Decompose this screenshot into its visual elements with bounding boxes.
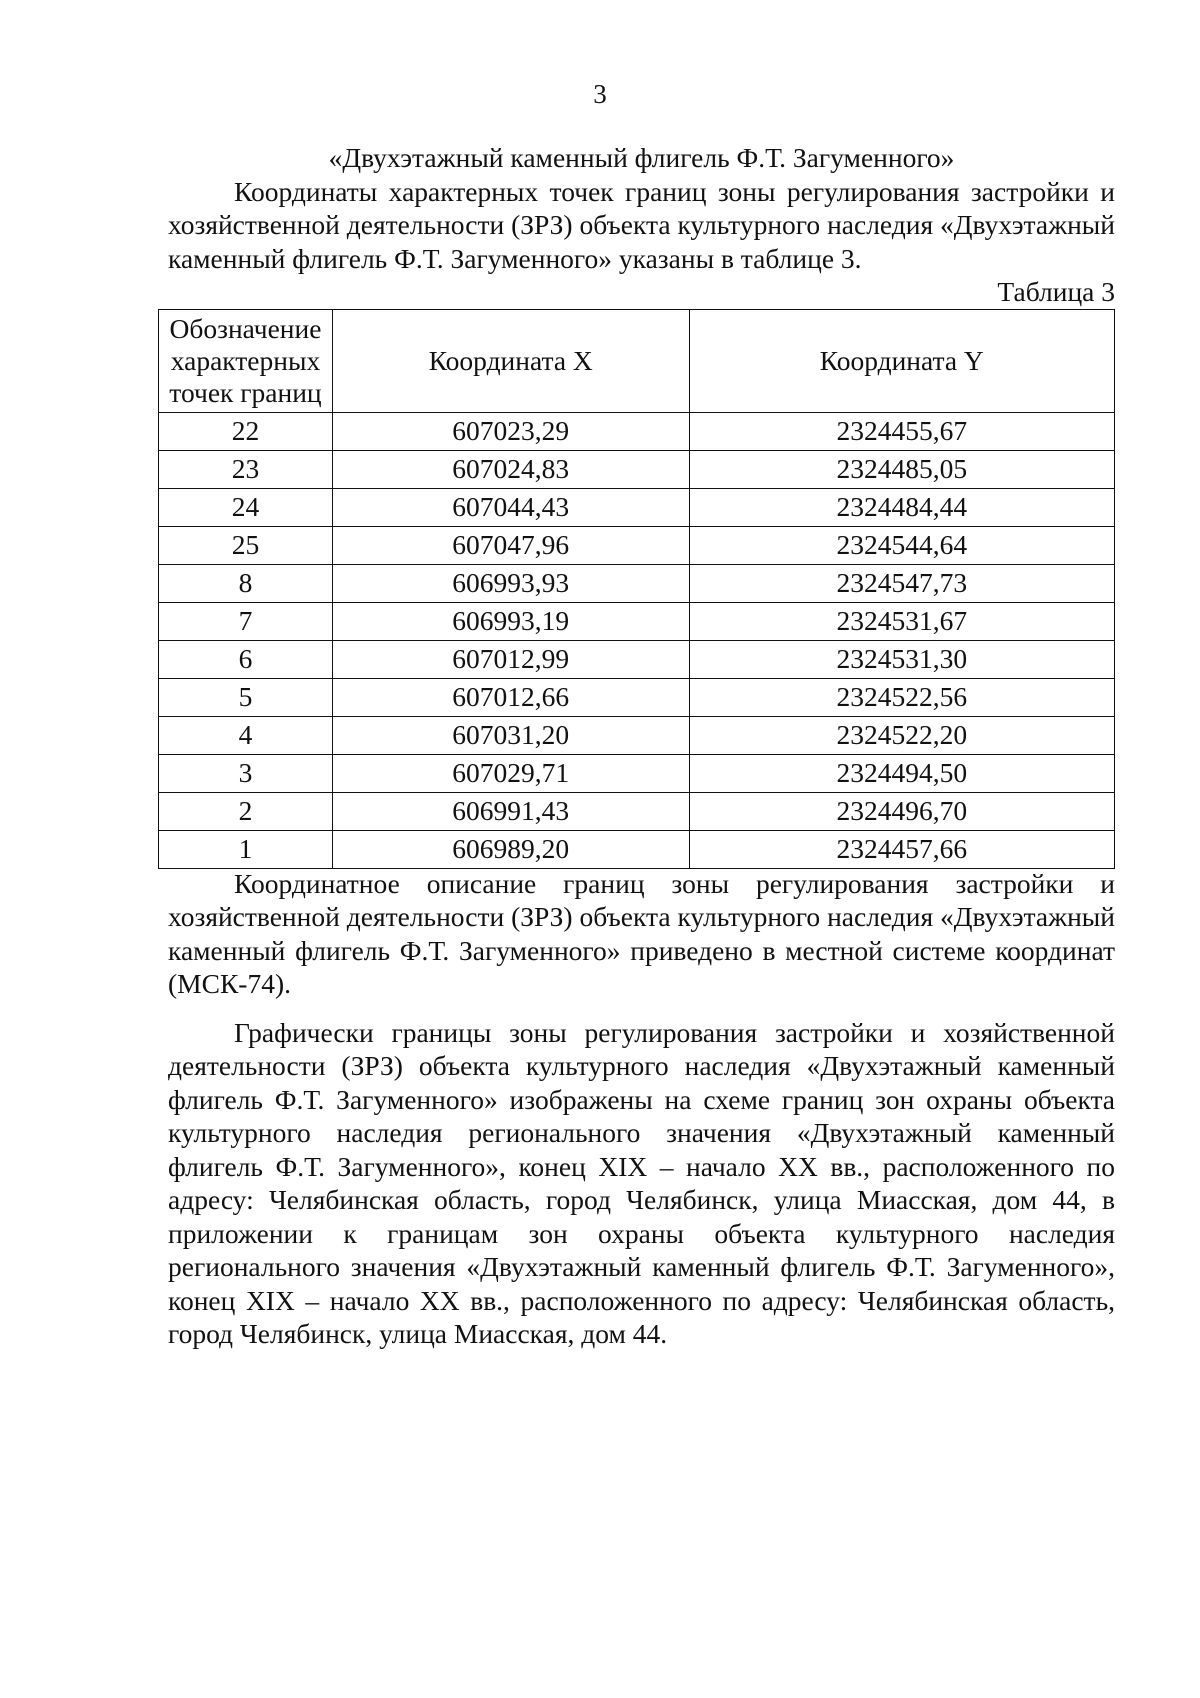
header-coordinate-x: Координата X — [332, 309, 689, 412]
cell-point: 8 — [159, 564, 333, 602]
cell-coordinate-y: 2324547,73 — [689, 564, 1114, 602]
cell-coordinate-x: 607012,66 — [332, 678, 689, 716]
cell-coordinate-y: 2324457,66 — [689, 830, 1114, 868]
table-row — [159, 526, 1115, 564]
cell-coordinate-x: 607012,99 — [332, 640, 689, 678]
table-row — [159, 754, 1115, 792]
cell-coordinate-x: 607047,96 — [332, 526, 689, 564]
cell-coordinate-y: 2324494,50 — [689, 754, 1114, 792]
cell-coordinate-x: 606991,43 — [332, 792, 689, 830]
table-row — [159, 488, 1115, 526]
table-caption: Таблица 3 — [997, 276, 1115, 307]
table-header-row — [159, 309, 1115, 412]
header-coordinate-y: Координата Y — [689, 309, 1114, 412]
cell-point: 22 — [159, 412, 333, 450]
object-title: «Двухэтажный каменный флигель Ф.Т. Загуменного» — [328, 142, 955, 173]
cell-point: 6 — [159, 640, 333, 678]
table-row — [159, 564, 1115, 602]
cell-point: 25 — [159, 526, 333, 564]
coordinate-description-paragraph: Координатное описание границ зоны регулирования застройки и хозяйственной деятельности (ЗРЗ) объекта культурного наследия «Двухэтажный каменный флигель Ф.Т. Загуменного» приведено в местной системе координат (МСК-74). — [168, 867, 1115, 999]
page-number: 3 — [593, 79, 607, 109]
cell-coordinate-y: 2324522,56 — [689, 678, 1114, 716]
cell-point: 2 — [159, 792, 333, 830]
table-row — [159, 602, 1115, 640]
cell-coordinate-x: 606993,19 — [332, 602, 689, 640]
coordinates-table — [158, 309, 1115, 869]
table-row — [159, 412, 1115, 450]
cell-point: 5 — [159, 678, 333, 716]
table-row — [159, 716, 1115, 754]
header-point-designation: Обозначение характерных точек границ — [159, 309, 333, 412]
cell-coordinate-y: 2324531,67 — [689, 602, 1114, 640]
cell-coordinate-y: 2324455,67 — [689, 412, 1114, 450]
cell-coordinate-x: 606989,20 — [332, 830, 689, 868]
document-body — [168, 141, 1115, 1351]
table-row — [159, 792, 1115, 830]
cell-coordinate-y: 2324496,70 — [689, 792, 1114, 830]
table-body — [159, 412, 1115, 868]
table-row — [159, 830, 1115, 868]
cell-coordinate-x: 607031,20 — [332, 716, 689, 754]
cell-point: 3 — [159, 754, 333, 792]
intro-paragraph: Координаты характерных точек границ зоны регулирования застройки и хозяйственной деятельности (ЗРЗ) объекта культурного наследия «Двухэтажный каменный флигель Ф.Т. Загуменного» указаны в таблице 3. — [168, 175, 1115, 274]
cell-coordinate-y: 2324484,44 — [689, 488, 1114, 526]
table-row — [159, 640, 1115, 678]
graphic-description-paragraph: Графически границы зоны регулирования застройки и хозяйственной деятельности (ЗРЗ) объекта культурного наследия «Двухэтажный каменный флигель Ф.Т. Загуменного» изображены на схеме границ зон охраны объекта культурного наследия регионального значения «Двухэтажный каменный флигель Ф.Т. Загуменного», конец XIX – начало XX вв., расположенного по адресу: Челябинская область, город Челябинск, улица Миасская, дом 44, в приложении к границам зон охраны объекта культурного наследия регионального значения «Двухэтажный каменный флигель Ф.Т. Загуменного», конец XIX – начало XX вв., расположенного по адресу: Челябинская область, город Челябинск, улица Миасская, дом 44. — [168, 1016, 1115, 1349]
cell-point: 1 — [159, 830, 333, 868]
cell-point: 4 — [159, 716, 333, 754]
cell-coordinate-x: 607023,29 — [332, 412, 689, 450]
cell-coordinate-y: 2324522,20 — [689, 716, 1114, 754]
cell-coordinate-y: 2324531,30 — [689, 640, 1114, 678]
cell-coordinate-x: 607044,43 — [332, 488, 689, 526]
table-row — [159, 450, 1115, 488]
cell-coordinate-y: 2324544,64 — [689, 526, 1114, 564]
cell-point: 24 — [159, 488, 333, 526]
cell-coordinate-y: 2324485,05 — [689, 450, 1114, 488]
cell-coordinate-x: 607024,83 — [332, 450, 689, 488]
cell-coordinate-x: 607029,71 — [332, 754, 689, 792]
table-row — [159, 678, 1115, 716]
cell-coordinate-x: 606993,93 — [332, 564, 689, 602]
cell-point: 7 — [159, 602, 333, 640]
cell-point: 23 — [159, 450, 333, 488]
